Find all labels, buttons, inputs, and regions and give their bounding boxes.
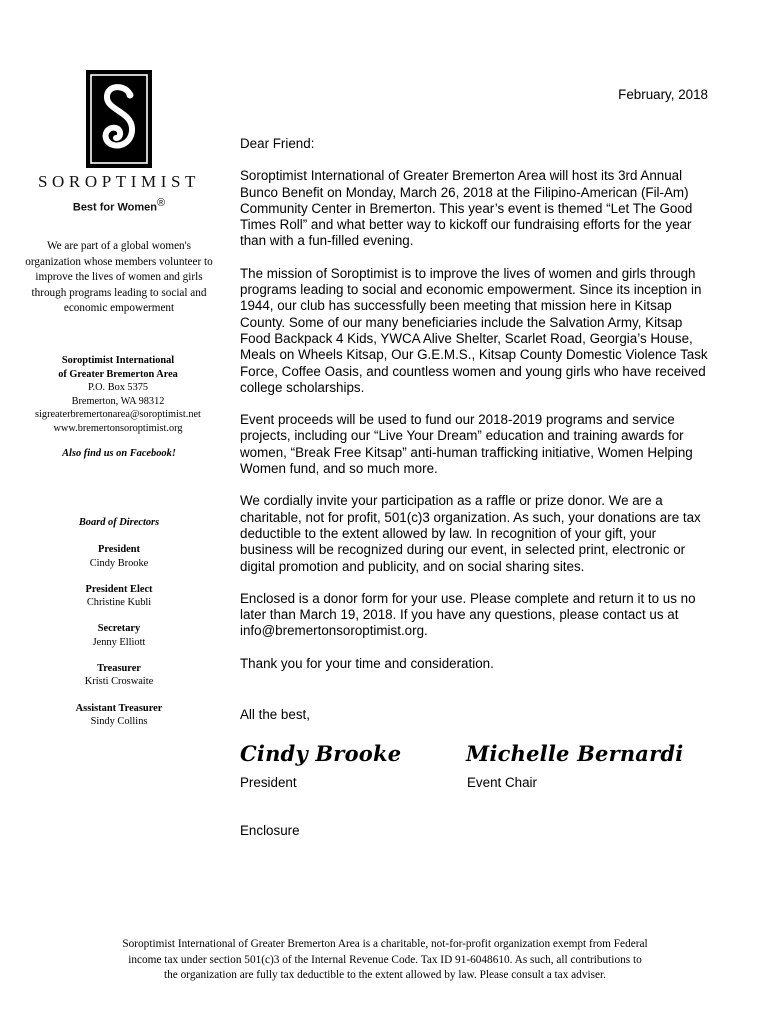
mission-statement: We are part of a global women's organization whose members volunteer to improve the lives of women and girls through programs leading to social and economic empowerment bbox=[25, 240, 213, 314]
board-member: Secretary Jenny Elliott bbox=[92, 623, 146, 648]
tagline: Best for Women® bbox=[72, 197, 166, 214]
paragraph: Event proceeds will be used to fund our 2018-2019 programs and service projects, including our “Live Your Dream” education and training awards for women, “Break Free Kitsap” anti-human trafficking initiative, Women Helping Women fund, and so much more. bbox=[240, 412, 693, 477]
board-member: President Cindy Brooke bbox=[89, 544, 149, 569]
board-member: President Elect Christine Kubli bbox=[85, 583, 153, 609]
paragraph: Soroptimist International of Greater Bremerton Area will host its 3rd Annual Bunco Benefit on Monday, March 26, 2018 at the Filipino-American (Fil-Am) Community Center in Bremerton. This year’s event is themed “Let The Good Times Roll” and what better way to kickoff our fundraising efforts for the year than with a fun-filled evening. bbox=[240, 168, 693, 249]
paragraph: The mission of Soroptimist is to improve the lives of women and girls through programs leading to social and economic empowerment. Since its inception in 1944, our club has successfully been meeting that mission here in Kitsap County. Some of our many beneficiaries include the Salvation Army, Kitsap Food Backpack 4 Kids, YWCA Alive Shelter, Scarlet Road, Georgia’s House, Meals on Wheels Kitsap, Our G.E.M.S., Kitsap County Domestic Violence Task Force, Coffee Oasis, and countless women and young girls who have received college scholarships. bbox=[240, 265, 708, 395]
signer-title-event-chair: Event Chair bbox=[467, 775, 537, 790]
enclosure-note: Enclosure bbox=[240, 823, 300, 838]
org-name-line1: Soroptimist International bbox=[61, 355, 175, 366]
signature-president: Cindy Brooke bbox=[240, 741, 402, 766]
greeting: Dear Friend: bbox=[240, 136, 315, 151]
brand-name: SOROPTIMIST bbox=[37, 172, 201, 191]
facebook-note: Also find us on Facebook! bbox=[62, 448, 176, 459]
org-address bbox=[10, 354, 226, 435]
org-website: www.bremertonsoroptimist.org bbox=[53, 422, 183, 434]
paragraph: Thank you for your time and consideration. bbox=[240, 655, 494, 671]
board-member: Assistant Treasurer Sindy Collins bbox=[75, 702, 163, 727]
soroptimist-logo bbox=[86, 70, 152, 168]
org-name-line2: of Greater Bremerton Area bbox=[58, 368, 178, 380]
signature-event-chair: Michelle Bernardi bbox=[466, 741, 684, 766]
paragraph: We cordially invite your participation as a raffle or prize donor. We are a charitable, not for profit, 501(c)3 organization. As such, your donations are tax deductible to the extent allowed by law. In recognition of your gift, your business will be recognized during our event, in selected print, electronic or digital promotion and publicity, and on social sharing sites. bbox=[240, 493, 701, 574]
footer-disclaimer: Soroptimist International of Greater Bremerton Area is a charitable, not-for-profit organization exempt from Federal income tax under section 501(c)3 of the Internal Revenue Code. Tax ID 91-6048610. As such, all contributions to the organization are fully tax deductible to the extent allowed by law. Please consult a tax adviser. bbox=[122, 938, 648, 982]
board-member: Treasurer Kristi Croswaite bbox=[84, 663, 154, 688]
city: Bremerton, WA 98312 bbox=[71, 395, 165, 407]
po-box: P.O. Box 5375 bbox=[87, 382, 149, 393]
paragraph: Enclosed is a donor form for your use. Please complete and return it to us no later than March 19, 2018. If you have any questions, please contact us at info@bremertonsoroptimist.org. bbox=[240, 590, 696, 639]
board-of-directors bbox=[22, 516, 216, 741]
closing: All the best, bbox=[240, 707, 310, 722]
board-title: Board of Directors bbox=[78, 517, 160, 528]
letter-body bbox=[240, 136, 708, 688]
org-email: sigreaterbremertonarea@soroptimist.net bbox=[35, 409, 201, 420]
signer-title-president: President bbox=[240, 775, 297, 790]
letter-date: February, 2018 bbox=[618, 87, 708, 102]
